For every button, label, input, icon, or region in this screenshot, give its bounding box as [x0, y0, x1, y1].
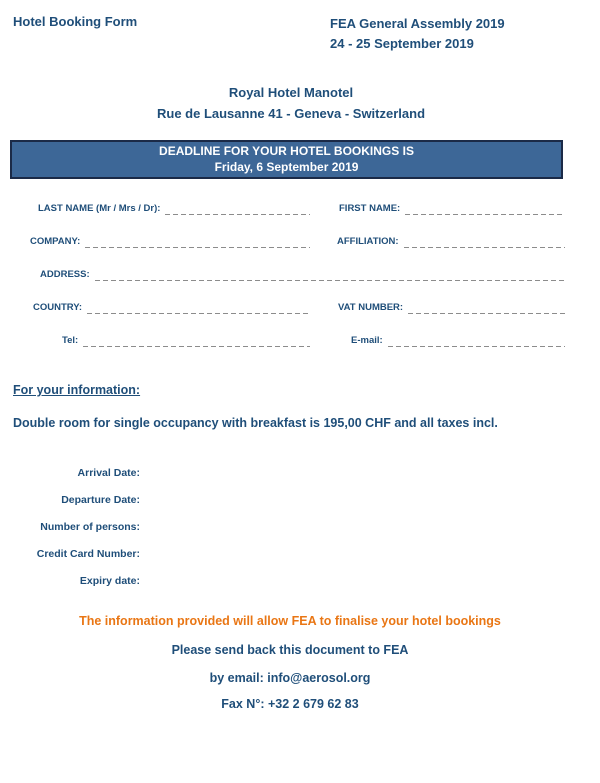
country-label: COUNTRY:: [33, 302, 83, 313]
tel-group: [28, 334, 310, 347]
deadline-banner-line1: DEADLINE FOR YOUR HOTEL BOOKINGS IS: [159, 144, 414, 158]
hotel-address: Rue de Lausanne 41 - Geneva - Switzerland: [156, 106, 426, 121]
form-row-country: [28, 298, 565, 314]
vat-number-field[interactable]: [408, 301, 565, 314]
first-name-group: [335, 202, 565, 215]
departure-date-label: Departure Date:: [61, 494, 140, 506]
form-row-contact: [28, 331, 565, 347]
credit-card-number-field[interactable]: [150, 547, 600, 561]
booking-details: [0, 466, 600, 601]
affiliation-field[interactable]: [404, 235, 565, 248]
last-name-group: [28, 202, 310, 215]
number-of-persons-label: Number of persons:: [40, 521, 140, 533]
deadline-banner: [10, 140, 563, 179]
number-of-persons-row: [0, 520, 600, 547]
booking-form: [28, 199, 565, 347]
event-name: FEA General Assembly 2019: [330, 16, 505, 31]
country-group: [28, 301, 310, 314]
contact-fax-line: Fax N°: +32 2 679 62 83: [221, 697, 359, 711]
email-label: E-mail:: [351, 335, 383, 346]
form-row-name: [28, 199, 565, 215]
deadline-banner-line2: Friday, 6 September 2019: [214, 160, 359, 174]
event-dates: 24 - 25 September 2019: [330, 36, 474, 51]
arrival-date-field[interactable]: [150, 466, 600, 480]
affiliation-label: AFFILIATION:: [337, 236, 399, 247]
first-name-field[interactable]: [405, 202, 565, 215]
credit-card-number-label: Credit Card Number:: [36, 548, 140, 560]
send-back-instruction: Please send back this document to FEA: [171, 643, 409, 657]
email-field[interactable]: [388, 334, 565, 347]
credit-card-number-row: [0, 547, 600, 574]
info-heading: For your information:: [13, 383, 141, 397]
expiry-date-label: Expiry date:: [79, 575, 140, 587]
affiliation-group: [335, 235, 565, 248]
country-field[interactable]: [87, 301, 310, 314]
footer: [0, 613, 600, 712]
hotel-name: Royal Hotel Manotel: [228, 85, 354, 100]
expiry-date-row: [0, 574, 600, 601]
hotel-info: [0, 82, 600, 124]
address-field[interactable]: [95, 268, 565, 281]
number-of-persons-field[interactable]: [150, 520, 600, 534]
arrival-date-row: [0, 466, 600, 493]
contact-email-line: by email: info@aerosol.org: [209, 671, 371, 685]
company-label: COMPANY:: [30, 236, 81, 247]
vat-number-label: VAT NUMBER:: [338, 302, 404, 313]
form-row-address: [28, 265, 565, 281]
email-group: [335, 334, 565, 347]
company-group: [28, 235, 310, 248]
event-info: [330, 14, 600, 58]
rate-note: Double room for single occupancy with breakfast is 195,00 CHF and all taxes incl.: [13, 416, 498, 430]
page-header: [0, 0, 600, 58]
last-name-label: LAST NAME (Mr / Mrs / Dr):: [38, 203, 161, 214]
last-name-field[interactable]: [165, 202, 310, 215]
document-title: Hotel Booking Form: [13, 14, 138, 29]
company-field[interactable]: [85, 235, 310, 248]
first-name-label: FIRST NAME:: [339, 203, 401, 214]
form-row-company: [28, 232, 565, 248]
tel-label: Tel:: [62, 335, 79, 346]
departure-date-row: [0, 493, 600, 520]
address-label: ADDRESS:: [40, 269, 90, 280]
tel-field[interactable]: [83, 334, 310, 347]
finalise-notice: The information provided will allow FEA to finalise your hotel bookings: [79, 614, 501, 628]
address-group: [28, 268, 565, 281]
expiry-date-field[interactable]: [150, 574, 600, 588]
arrival-date-label: Arrival Date:: [77, 467, 140, 479]
departure-date-field[interactable]: [150, 493, 600, 507]
vat-number-group: [335, 301, 565, 314]
